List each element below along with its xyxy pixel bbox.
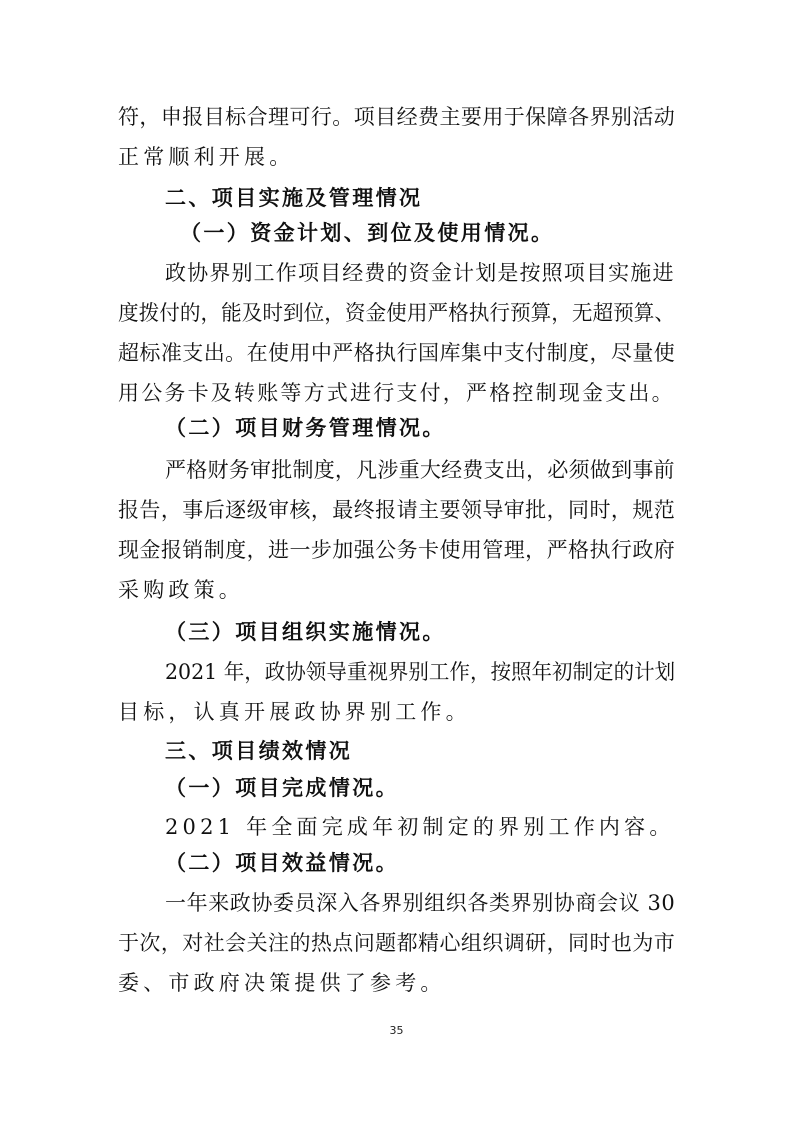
body-line: 严格财务审批制度，凡涉重大经费支出，必须做到事前 <box>165 458 675 482</box>
body-line: 用公务卡及转账等方式进行支付，严格控制现金支出。 <box>118 381 675 405</box>
body-line: 委、市政府决策提供了参考。 <box>118 971 446 995</box>
body-line: 一年来政协委员深入各界别组织各类界别协商会议 30 <box>165 891 676 915</box>
subsection-heading: （一）资金计划、到位及使用情况。 <box>180 221 555 245</box>
page-number: 35 <box>389 1024 404 1037</box>
body-line: 正常顺利开展。 <box>118 145 295 169</box>
body-line: 2021 年全面完成年初制定的界别工作内容。 <box>165 815 675 839</box>
section-heading: 三、项目绩效情况 <box>165 739 353 763</box>
body-line: 符，申报目标合理可行。项目经费主要用于保障各界别活动 <box>118 105 676 129</box>
body-line: 采购政策。 <box>118 578 244 602</box>
subsection-heading: （一）项目完成情况。 <box>165 776 399 800</box>
body-line: 现金报销制度，进一步加强公务卡使用管理，严格执行政府 <box>118 538 676 562</box>
body-line: 报告，事后逐级审核，最终报请主要领导审批，同时，规范 <box>118 498 676 522</box>
body-line: 2021 年，政协领导重视界别工作，按照年初制定的计划 <box>165 660 676 684</box>
section-heading: 二、项目实施及管理情况 <box>165 186 423 210</box>
body-line: 于次，对社会关注的热点问题都精心组织调研，同时也为市 <box>118 931 676 955</box>
subsection-heading: （三）项目组织实施情况。 <box>165 620 446 644</box>
subsection-heading: （二）项目效益情况。 <box>165 851 399 875</box>
body-line: 目标，认真开展政协界别工作。 <box>118 700 471 724</box>
body-line: 度拨付的，能及时到位，资金使用严格执行预算，无超预算、 <box>118 301 675 325</box>
body-line: 超标准支出。在使用中严格执行国库集中支付制度，尽量使 <box>118 341 676 365</box>
body-line: 政协界别工作项目经费的资金计划是按照项目实施进 <box>165 261 675 285</box>
subsection-heading: （二）项目财务管理情况。 <box>165 416 446 440</box>
